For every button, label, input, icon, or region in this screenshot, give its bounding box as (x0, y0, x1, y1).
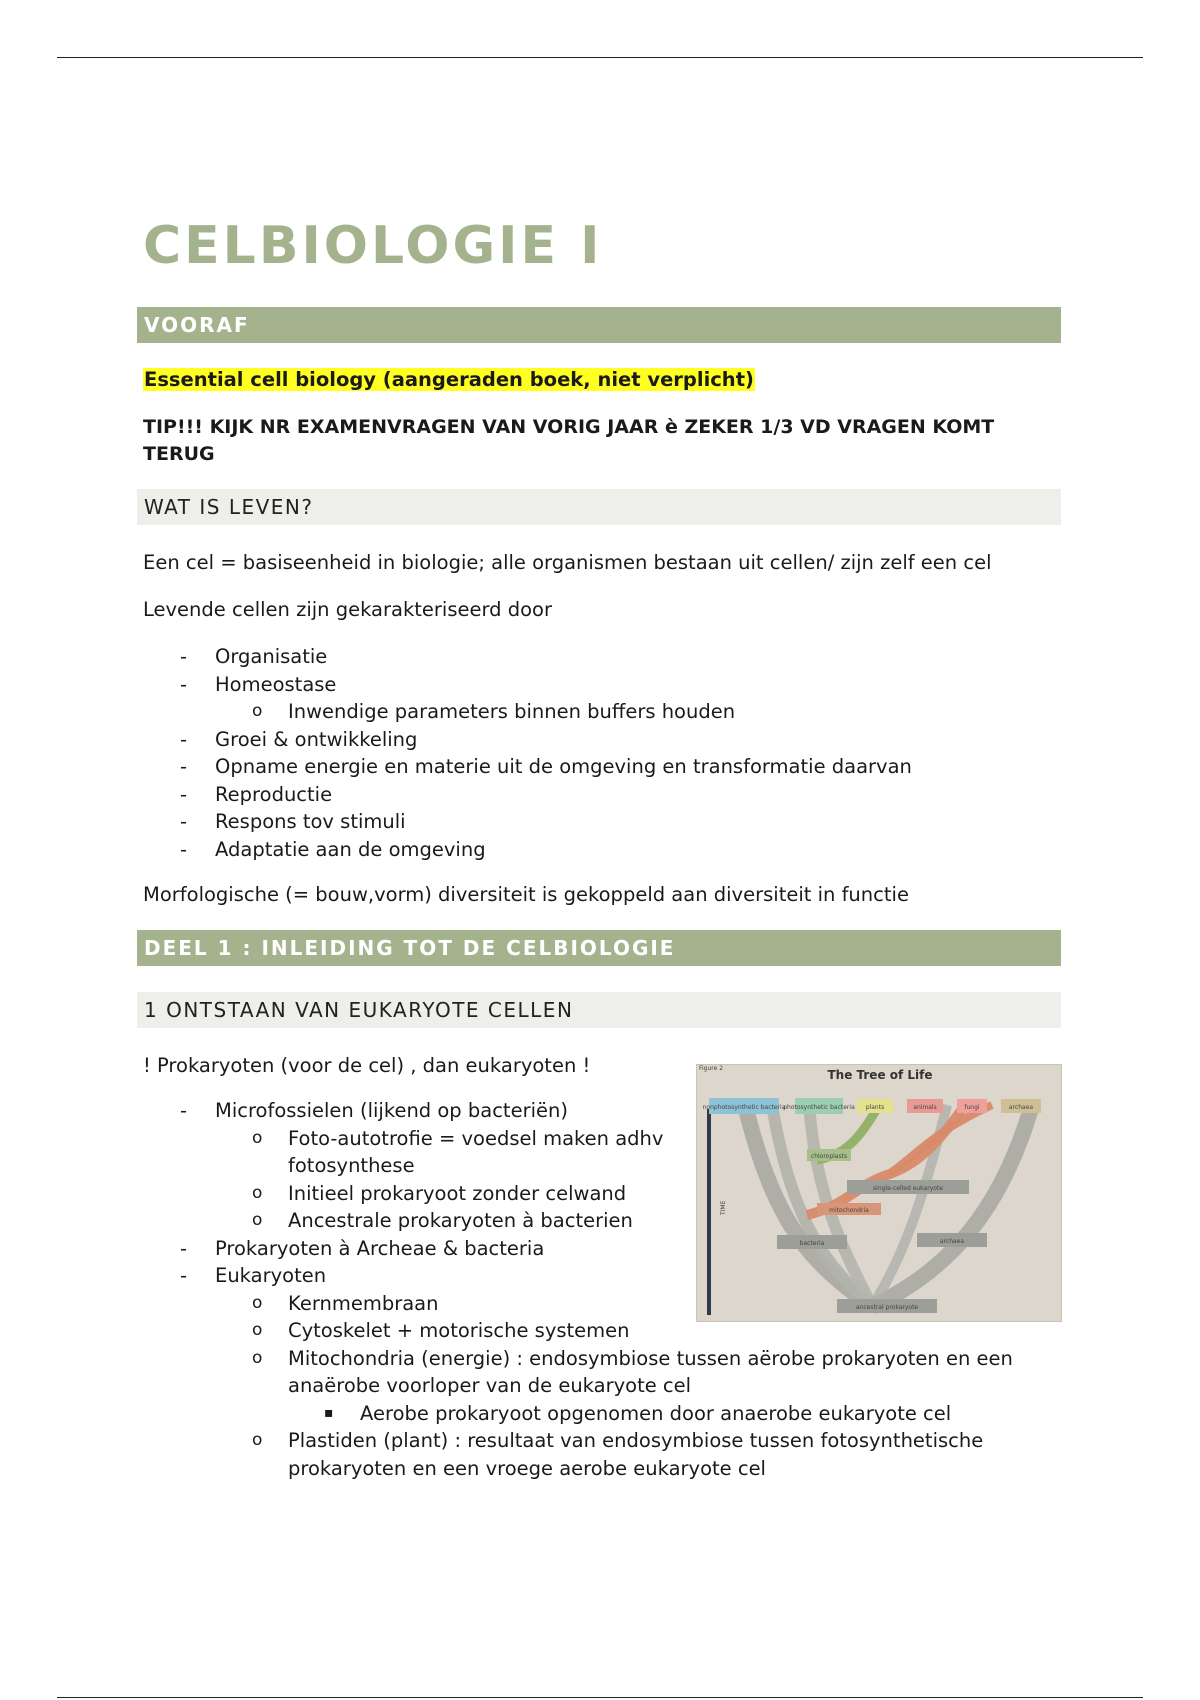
circle-bullet: o (252, 1347, 263, 1368)
paragraph-prokaryotes-intro: ! Prokaryoten (voor de cel) , dan eukaryoten ! (143, 1054, 591, 1077)
tree-of-life-diagram (697, 1065, 1062, 1322)
figure-time-label: TIME (720, 1200, 727, 1215)
list-item: - Groei & ontwikkeling (143, 726, 912, 754)
figure-box-label: plants (865, 1104, 885, 1111)
dash-bullet: - (180, 782, 188, 806)
list-subitem-continuation: fotosynthese (288, 1154, 415, 1177)
list-subitem: o Cytoskelet + motorische systemen (143, 1317, 1013, 1345)
list-subitem-continuation: prokaryoten en een vroege aerobe eukaryote cel (288, 1456, 766, 1480)
dash-bullet: - (180, 837, 188, 861)
circle-bullet: o (252, 1127, 263, 1148)
list-item: - Opname energie en materie uit de omgeving en transformatie daarvan (143, 753, 912, 781)
circle-bullet: o (252, 1430, 263, 1450)
figure-label: archaea (939, 1238, 965, 1245)
dash-bullet: - (180, 645, 188, 668)
figure-box-label: archaea (1008, 1104, 1034, 1111)
figure-box-label: photosynthetic bacteria (783, 1104, 855, 1111)
list-subsubitem: ▪ Aerobe prokaryoot opgenomen door anaerobe eukaryote cel (143, 1400, 1013, 1428)
dash-bullet: - (180, 1264, 188, 1287)
figure-label: chloroplasts (810, 1153, 848, 1160)
dash-bullet: - (180, 755, 188, 778)
dash-bullet: - (180, 672, 188, 696)
list-subitem-continuation: anaërobe voorloper van de eukaryote cel (288, 1374, 692, 1397)
circle-bullet: o (252, 1210, 263, 1230)
list-subitem: o Plastiden (plant) : resultaat van endosymbiose tussen fotosynthetische (143, 1427, 1013, 1455)
list-item: - Reproductie (143, 781, 912, 809)
figure-box-label: fungi (964, 1104, 980, 1111)
list-item: - Adaptatie aan de omgeving (143, 836, 912, 864)
dash-bullet: - (180, 1099, 188, 1122)
figure-title: The Tree of Life (827, 1068, 933, 1082)
highlighted-text: Essential cell biology (aangeraden boek, niet verplicht) (144, 368, 754, 391)
section-heading-deel-1: DEEL 1 : INLEIDING TOT DE CELBIOLOGIE (137, 930, 1061, 966)
list-subitem: o Initieel prokaryoot zonder celwand (143, 1180, 1013, 1208)
paragraph-characteristics-intro: Levende cellen zijn gekarakteriseerd door (143, 598, 552, 621)
paragraph-cell-definition: Een cel = basiseenheid in biologie; alle organismen bestaan uit cellen/ zijn zelf een cel (143, 551, 992, 574)
header-rule (57, 57, 1143, 58)
list-subitem: o Foto-autotrofie = voedsel maken adhv (143, 1125, 1013, 1153)
section-heading-ontstaan: 1 ONTSTAAN VAN EUKARYOTE CELLEN (137, 992, 1061, 1028)
paragraph-morphology: Morfologische (= bouw,vorm) diversiteit is gekoppeld aan diversiteit in functie (143, 883, 909, 906)
tree-of-life-photo (696, 1064, 1062, 1322)
list-subitem: o Kernmembraan (143, 1290, 1013, 1318)
book-recommendation (143, 366, 755, 393)
list-subitem: o Mitochondria (energie) : endosymbiose tussen aërobe prokaryoten en een (143, 1345, 1013, 1373)
circle-bullet: o (252, 1292, 263, 1313)
figure-corner-label: Figure 2 (699, 1065, 724, 1072)
list-item: - Eukaryoten (143, 1262, 1013, 1290)
figure-box-label: animals (913, 1104, 937, 1111)
footer-rule (57, 1697, 1143, 1698)
square-bullet: ▪ (324, 1404, 334, 1421)
list-item: - Respons tov stimuli (143, 808, 912, 836)
circle-bullet: o (252, 1182, 263, 1203)
figure-label: ancestral prokaryote (855, 1304, 919, 1311)
list-item: - Prokaryoten à Archeae & bacteria (143, 1235, 1013, 1263)
list-item: - Homeostase (143, 671, 912, 699)
section-heading-vooraf: VOORAF (137, 307, 1061, 343)
characteristics-list (143, 643, 912, 863)
list-item: - Organisatie (143, 643, 912, 671)
exam-tip: TIP!!! KIJK NR EXAMENVRAGEN VAN VORIG JAAR è ZEKER 1/3 VD VRAGEN KOMT TERUG (143, 416, 995, 465)
circle-bullet: o (252, 701, 263, 721)
dash-bullet: - (180, 1236, 188, 1260)
figure-box-label: nonphotosynthetic bacteria (702, 1104, 786, 1111)
list-item: - Microfossielen (lijkend op bacteriën) (143, 1097, 1013, 1125)
document-title: CELBIOLOGIE I (143, 216, 603, 276)
dash-bullet: - (180, 810, 188, 833)
figure-label: bacteria (799, 1240, 825, 1247)
list-subitem: o Inwendige parameters binnen buffers houden (143, 698, 912, 726)
section-heading-wat-is-leven: WAT IS LEVEN? (137, 489, 1061, 525)
list-subitem: o Ancestrale prokaryoten à bacterien (143, 1207, 1013, 1235)
figure-label: single-celled eukaryote (873, 1185, 943, 1192)
figure-label: mitochondria (829, 1207, 869, 1214)
dash-bullet: - (180, 727, 188, 751)
circle-bullet: o (252, 1320, 263, 1340)
